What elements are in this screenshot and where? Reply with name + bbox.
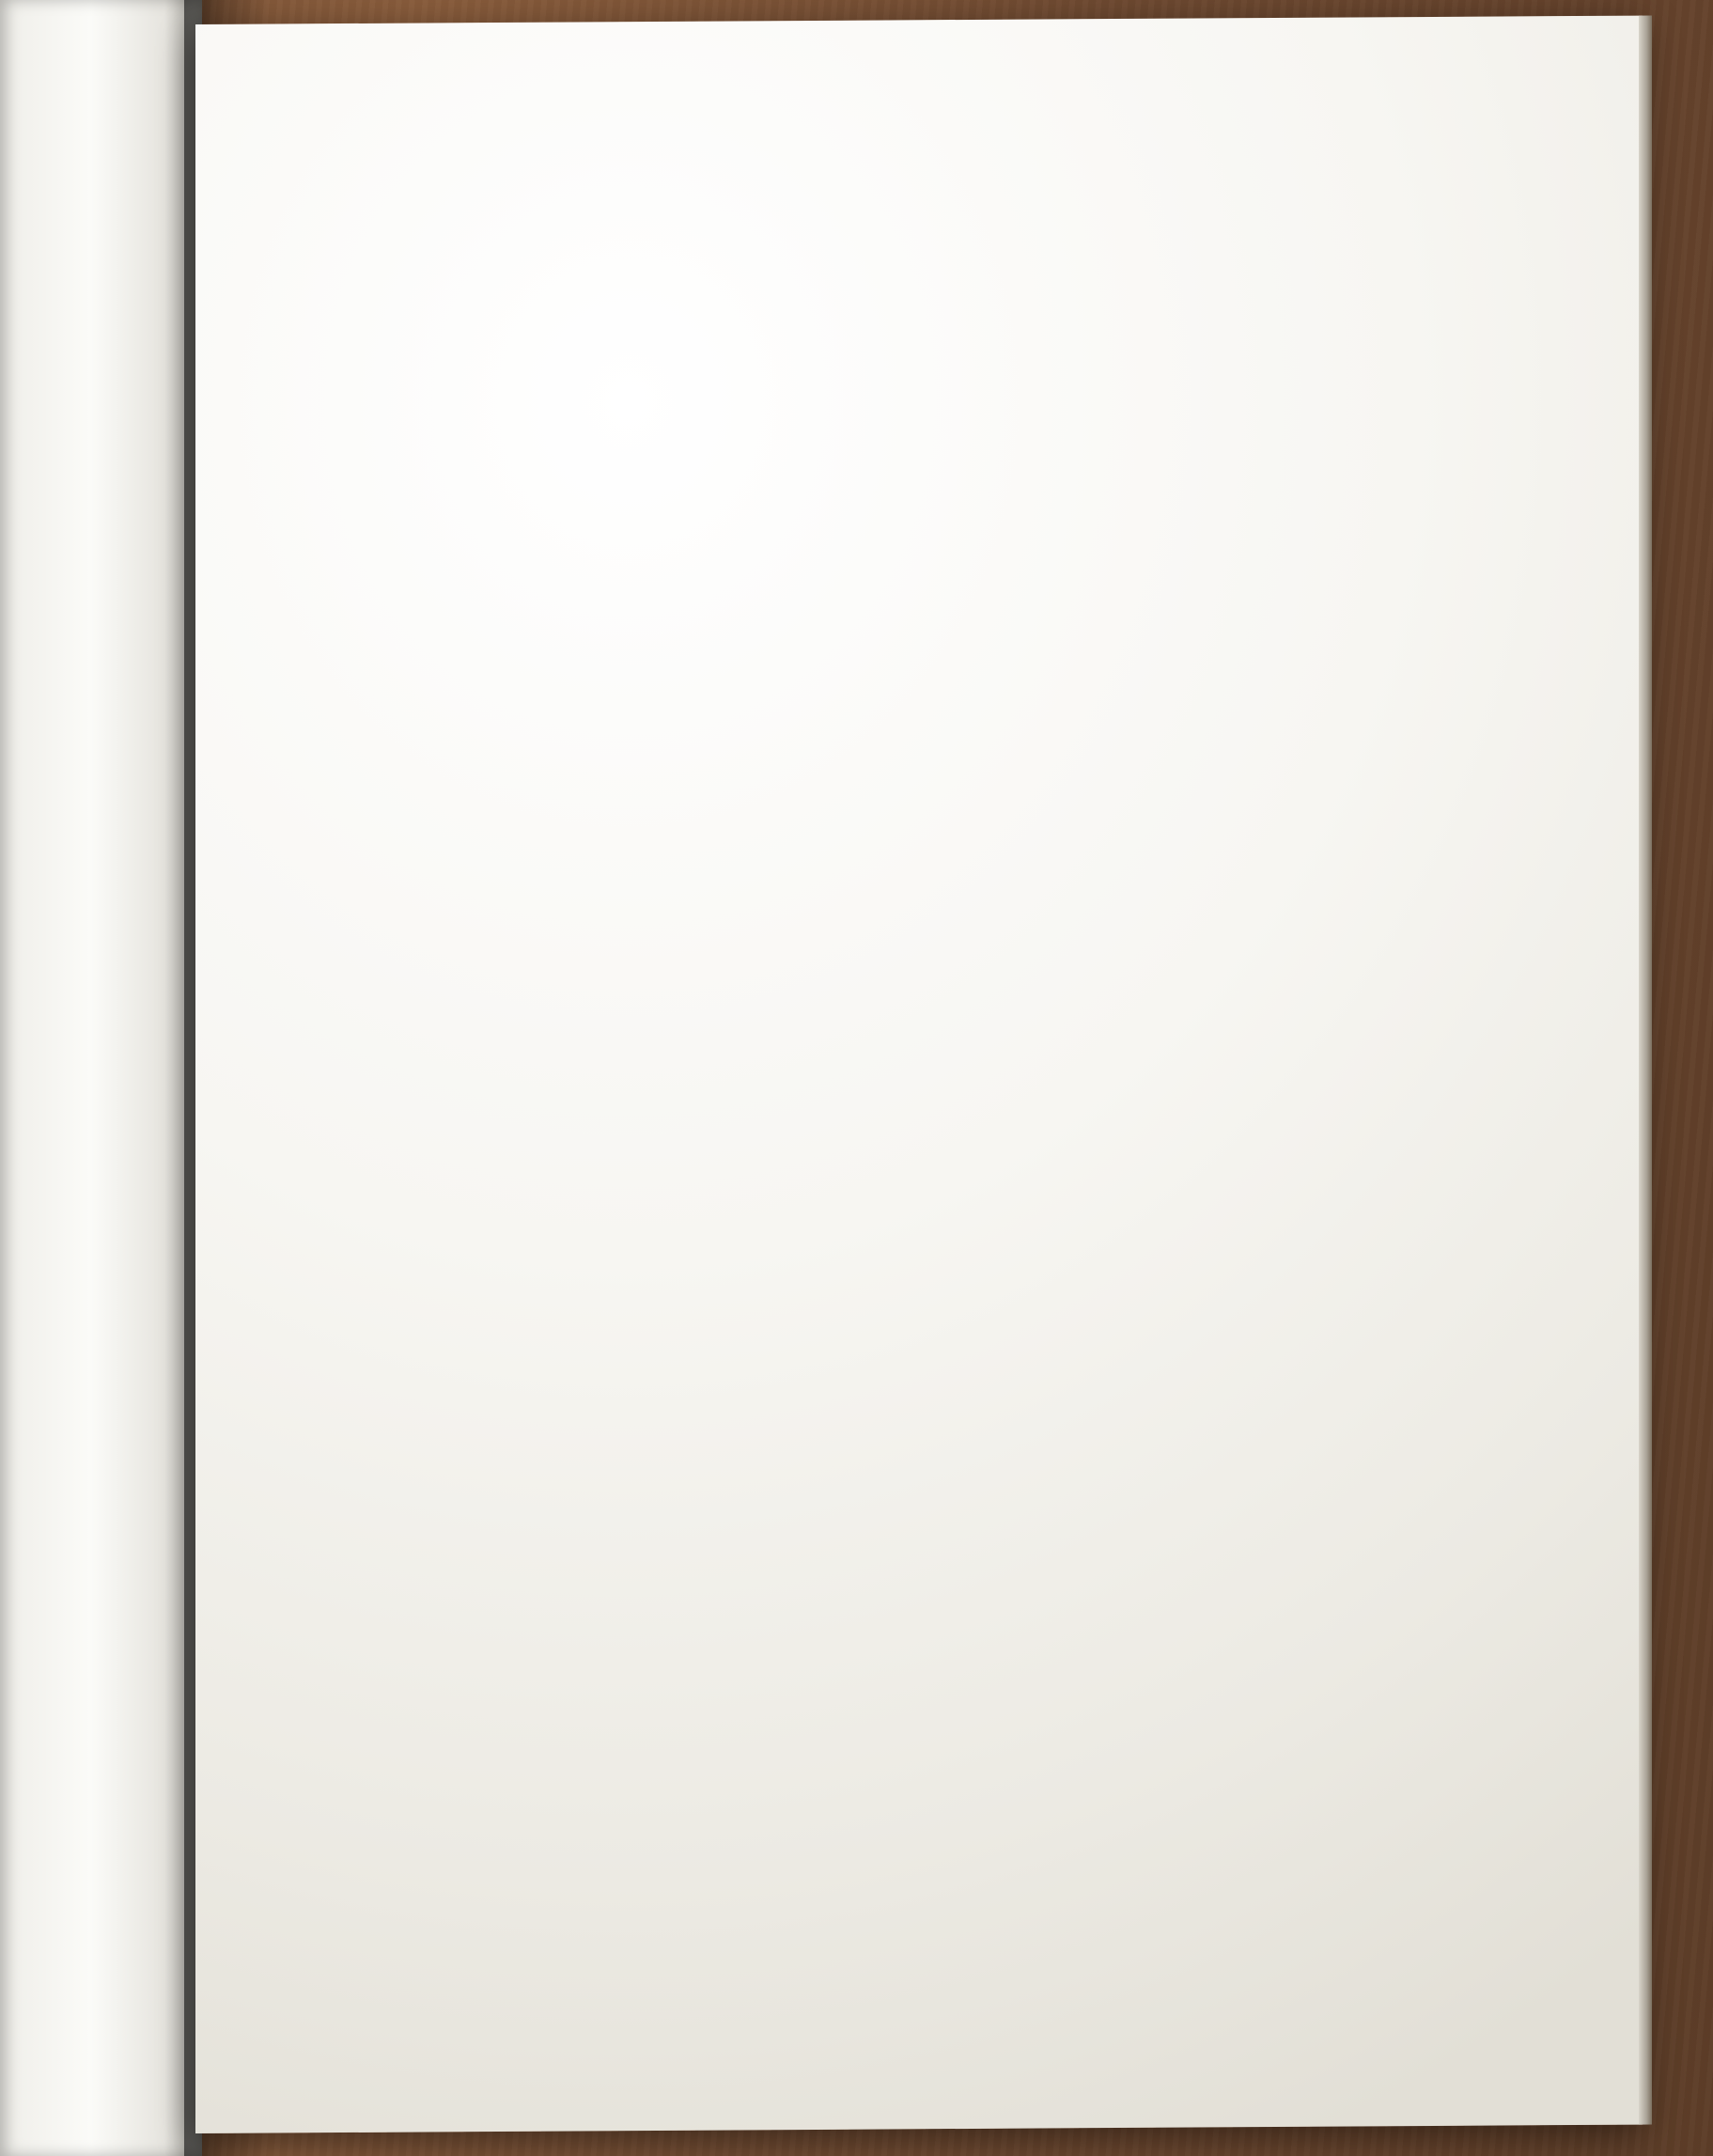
book-page: [195, 16, 1643, 2133]
facing-page: [0, 0, 202, 2156]
